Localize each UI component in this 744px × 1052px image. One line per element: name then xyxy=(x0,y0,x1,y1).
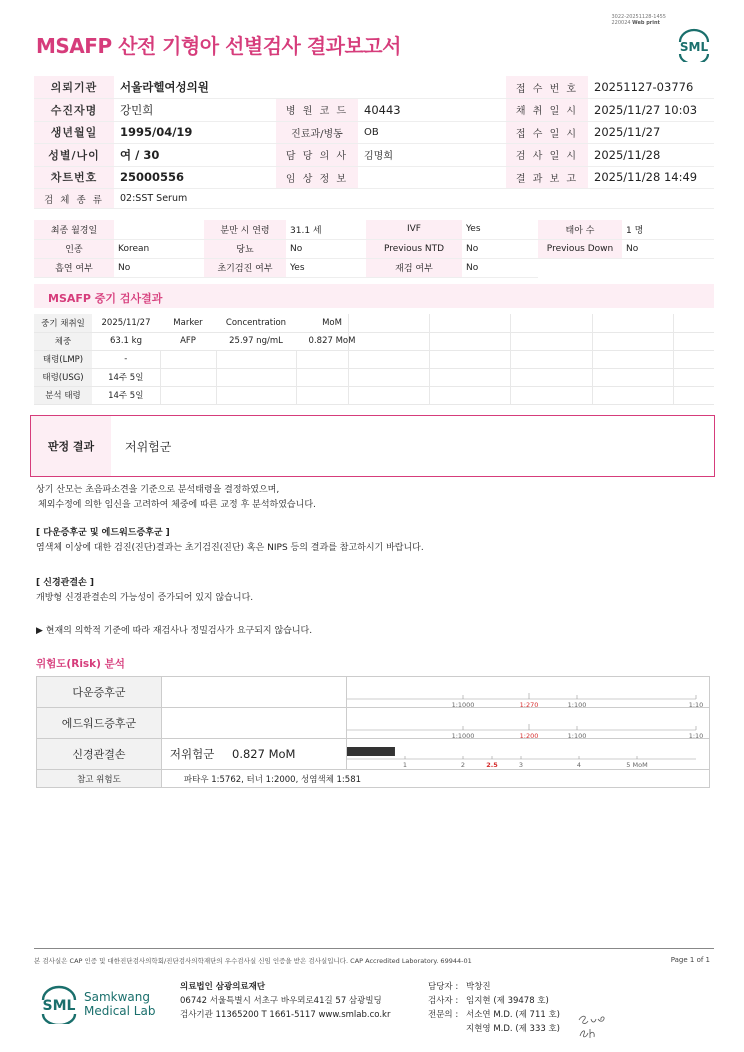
page-number: Page 1 of 1 xyxy=(670,956,710,964)
birth-value: 1995/04/19 xyxy=(114,121,276,144)
chart-label: 차트번호 xyxy=(34,166,114,189)
ntd-tick-label: 2 xyxy=(460,761,465,769)
fetus-value: 1 명 xyxy=(622,220,714,239)
staff-info xyxy=(428,980,560,1036)
dept-value: OB xyxy=(358,121,506,144)
brand-line-1: Samkwang xyxy=(84,990,150,1004)
result-section-title: MSAFP 중기 검사결과 xyxy=(34,284,714,308)
page-title: MSAFP 산전 기형아 선별검사 결과보고서 xyxy=(36,34,401,58)
ntd-heading: [ 신경관결손 ] xyxy=(36,578,94,588)
down-value: No xyxy=(622,239,714,258)
ntd-tick-label: 5 MoM xyxy=(626,761,648,769)
collect-date-value: 2025/11/27 10:03 xyxy=(588,99,714,122)
conc-header: Concentration xyxy=(216,314,296,332)
ga-analysis-label: 분석 태령 xyxy=(34,386,92,404)
down-edwards-heading: [ 다운증후군 및 에드워드증후군 ] xyxy=(36,528,170,538)
risk-down-label: 다운증후군 xyxy=(37,677,162,708)
report-value: 2025/11/28 14:49 xyxy=(588,166,714,189)
reg-no-value: 20251127-03776 xyxy=(588,76,714,99)
dm-value: No xyxy=(286,239,366,258)
judgement-box xyxy=(30,415,715,477)
age-value: 31.1 세 xyxy=(286,220,366,239)
edwards-tick-label: 1:10 xyxy=(688,732,704,739)
hosp-code-label: 병 원 코 드 xyxy=(276,99,358,122)
ntd-tick-label: 3 xyxy=(518,761,523,769)
risk-ntd-mom: 0.827 MoM xyxy=(232,747,296,761)
org-address: 06742 서울특별시 서초구 바우뫼로41길 57 삼광빌딩 xyxy=(180,996,382,1006)
lmp-value xyxy=(114,220,204,239)
patient-label: 수진자명 xyxy=(34,99,114,122)
retest-label: 재검 여부 xyxy=(366,258,462,277)
sexage-label: 성별/나이 xyxy=(34,144,114,167)
sml-footer-logo-icon xyxy=(38,984,80,1024)
clinical-value xyxy=(358,166,506,189)
brand-name xyxy=(84,990,155,1018)
down-tick-label: 1:100 xyxy=(567,701,587,708)
result-date-label: 중기 채취일 xyxy=(34,314,92,332)
down-tick-label: 1:10 xyxy=(688,701,704,708)
staff1-key: 담당자 : xyxy=(428,982,459,992)
down-tick-label: 1:1000 xyxy=(451,701,475,708)
recommendation-text: ▶ 현재의 의학적 기준에 따라 재검사나 정밀검사가 요구되지 않습니다. xyxy=(36,626,313,636)
patient-value: 강민희 xyxy=(114,99,276,122)
dm-label: 당뇨 xyxy=(204,239,286,258)
risk-ref-value: 파타우 1:5762, 터너 1:2000, 성염색체 1:581 xyxy=(161,770,709,788)
specimen-value: 02:SST Serum xyxy=(114,189,714,209)
dept-label: 진료과/병동 xyxy=(276,121,358,144)
result-table-empty xyxy=(348,314,714,405)
risk-ntd-result: 저위험군 xyxy=(169,747,215,761)
footer-logo-text: SML xyxy=(42,998,76,1014)
weight-label: 체중 xyxy=(34,332,92,350)
retest-value: No xyxy=(462,258,538,277)
staff4-value: 지현영 M.D. (제 333 호) xyxy=(466,1024,561,1034)
edwards-tick-label: 1:200 xyxy=(519,732,539,739)
maternal-info-table xyxy=(34,220,714,278)
chart-value: 25000556 xyxy=(114,166,276,189)
report-label: 결 과 보 고 xyxy=(506,166,588,189)
ivf-label: IVF xyxy=(366,220,462,239)
web-print-label: Web print xyxy=(632,20,660,26)
receive-date-value: 2025/11/27 xyxy=(588,121,714,144)
ntd-text: 개방형 신경관결손의 가능성이 증가되어 있지 않습니다. xyxy=(36,593,254,603)
test-date-label: 검 사 일 시 xyxy=(506,144,588,167)
hosp-code-value: 40443 xyxy=(358,99,506,122)
print-id: 3022-20251128-1455 xyxy=(611,14,666,20)
judgement-label: 판정 결과 xyxy=(31,416,111,476)
org-contact: 검사기관 11365200 T 1661-5117 www.smlab.co.kr xyxy=(180,1010,391,1020)
result-date-value: 2025/11/27 xyxy=(92,314,160,332)
marker-header: Marker xyxy=(160,314,216,332)
footer-divider xyxy=(34,948,714,949)
doctor-label: 담 당 의 사 xyxy=(276,144,358,167)
down-risk-scale xyxy=(347,677,711,708)
interp-line-1: 상기 산모는 초음파소견을 기준으로 분석태령을 결정하였으며, xyxy=(36,485,280,495)
down-edwards-section xyxy=(36,526,424,556)
signature-icon xyxy=(576,1010,616,1042)
staff2-value: 임지현 (제 39478 호) xyxy=(466,996,549,1006)
reg-no-label: 접 수 번 호 xyxy=(506,76,588,99)
ntd-mom-scale xyxy=(347,739,711,770)
logo-text: SML xyxy=(679,40,709,54)
staff1-value: 박창진 xyxy=(466,982,491,992)
risk-title: 위험도(Risk) 분석 xyxy=(36,658,125,670)
risk-ntd-scale xyxy=(346,739,709,770)
edwards-risk-scale xyxy=(347,708,711,739)
footer-note: 본 검사실은 CAP 인증 및 대한진단검사의학회/진단검사의학재단의 우수검사실 신임 인증을 받은 검사실입니다. CAP Accredited Laboratory. 69944-01 xyxy=(34,957,472,965)
ga-usg-value: 14주 5일 xyxy=(92,368,160,386)
ga-usg-label: 태령(USG) xyxy=(34,368,92,386)
risk-ref-label: 참고 위험도 xyxy=(37,770,162,788)
brand-line-2: Medical Lab xyxy=(84,1004,156,1018)
judgement-value: 저위험군 xyxy=(125,439,172,454)
clinical-label: 임 상 정 보 xyxy=(276,166,358,189)
risk-ntd-label: 신경관결손 xyxy=(37,739,162,770)
doctor-value: 김명희 xyxy=(358,144,506,167)
smoke-value: No xyxy=(114,258,204,277)
ga-lmp-label: 태령(LMP) xyxy=(34,350,92,368)
fetus-label: 태아 수 xyxy=(538,220,622,239)
test-date-value: 2025/11/28 xyxy=(588,144,714,167)
first-value: Yes xyxy=(286,258,366,277)
ntd-mom-bar xyxy=(347,747,395,756)
down-label: Previous Down xyxy=(538,239,622,258)
smoke-label: 흡연 여부 xyxy=(34,258,114,277)
edwards-tick-label: 1:1000 xyxy=(451,732,475,739)
staff3-key: 전문의 : xyxy=(428,1010,459,1020)
race-value: Korean xyxy=(114,239,204,258)
sml-logo-icon xyxy=(676,28,712,62)
weight-value: 63.1 kg xyxy=(92,332,160,350)
risk-table xyxy=(36,676,710,788)
edwards-tick-label: 1:100 xyxy=(567,732,587,739)
risk-edwards-scale xyxy=(346,708,709,739)
client-value: 서울라헬여성의원 xyxy=(114,76,506,99)
race-label: 인종 xyxy=(34,239,114,258)
client-label: 의뢰기관 xyxy=(34,76,114,99)
risk-edwards-label: 에드워드증후군 xyxy=(37,708,162,739)
receive-date-label: 접 수 일 시 xyxy=(506,121,588,144)
risk-down-scale xyxy=(346,677,709,708)
print-note xyxy=(611,14,666,26)
conc-value: 25.97 ng/mL xyxy=(216,332,296,350)
sexage-value: 여 / 30 xyxy=(114,144,276,167)
ivf-value: Yes xyxy=(462,220,538,239)
patient-info-table xyxy=(34,76,714,209)
result-table xyxy=(34,314,368,405)
ntd-tick-label: 4 xyxy=(576,761,581,769)
staff2-key: 검사자 : xyxy=(428,996,459,1006)
mom-value: 0.827 MoM xyxy=(296,332,368,350)
ntd-section xyxy=(36,576,253,606)
age-label: 분만 시 연령 xyxy=(204,220,286,239)
ga-analysis-value: 14주 5일 xyxy=(92,386,160,404)
ntd-tick-label: 2.5 xyxy=(486,761,498,769)
staff3-value: 서소연 M.D. (제 711 호) xyxy=(466,1010,561,1020)
first-label: 초기검진 여부 xyxy=(204,258,286,277)
ntd-label: Previous NTD xyxy=(366,239,462,258)
birth-label: 생년월일 xyxy=(34,121,114,144)
lmp-label: 최종 월경일 xyxy=(34,220,114,239)
down-tick-label: 1:270 xyxy=(519,701,539,708)
ga-lmp-value: - xyxy=(92,350,160,368)
interp-line-2: 체외수정에 의한 임신을 고려하여 체중에 따른 교정 후 분석하였습니다. xyxy=(38,500,316,510)
specimen-label: 검 체 종 류 xyxy=(34,189,114,209)
org-name: 의료법인 삼광의료재단 xyxy=(180,982,266,992)
down-edwards-text: 염색체 이상에 대한 검진(진단)결과는 초기검진(진단) 혹은 NIPS 등의 결과를 참고하시기 바랍니다. xyxy=(36,543,424,553)
print-sub-id: 220024 xyxy=(611,20,631,26)
ntd-tick-label: 1 xyxy=(402,761,407,769)
collect-date-label: 채 취 일 시 xyxy=(506,99,588,122)
interpretation-text xyxy=(36,483,316,513)
organization-info xyxy=(180,980,390,1022)
mom-header: MoM xyxy=(296,314,368,332)
ntd-value: No xyxy=(462,239,538,258)
marker-value: AFP xyxy=(160,332,216,350)
